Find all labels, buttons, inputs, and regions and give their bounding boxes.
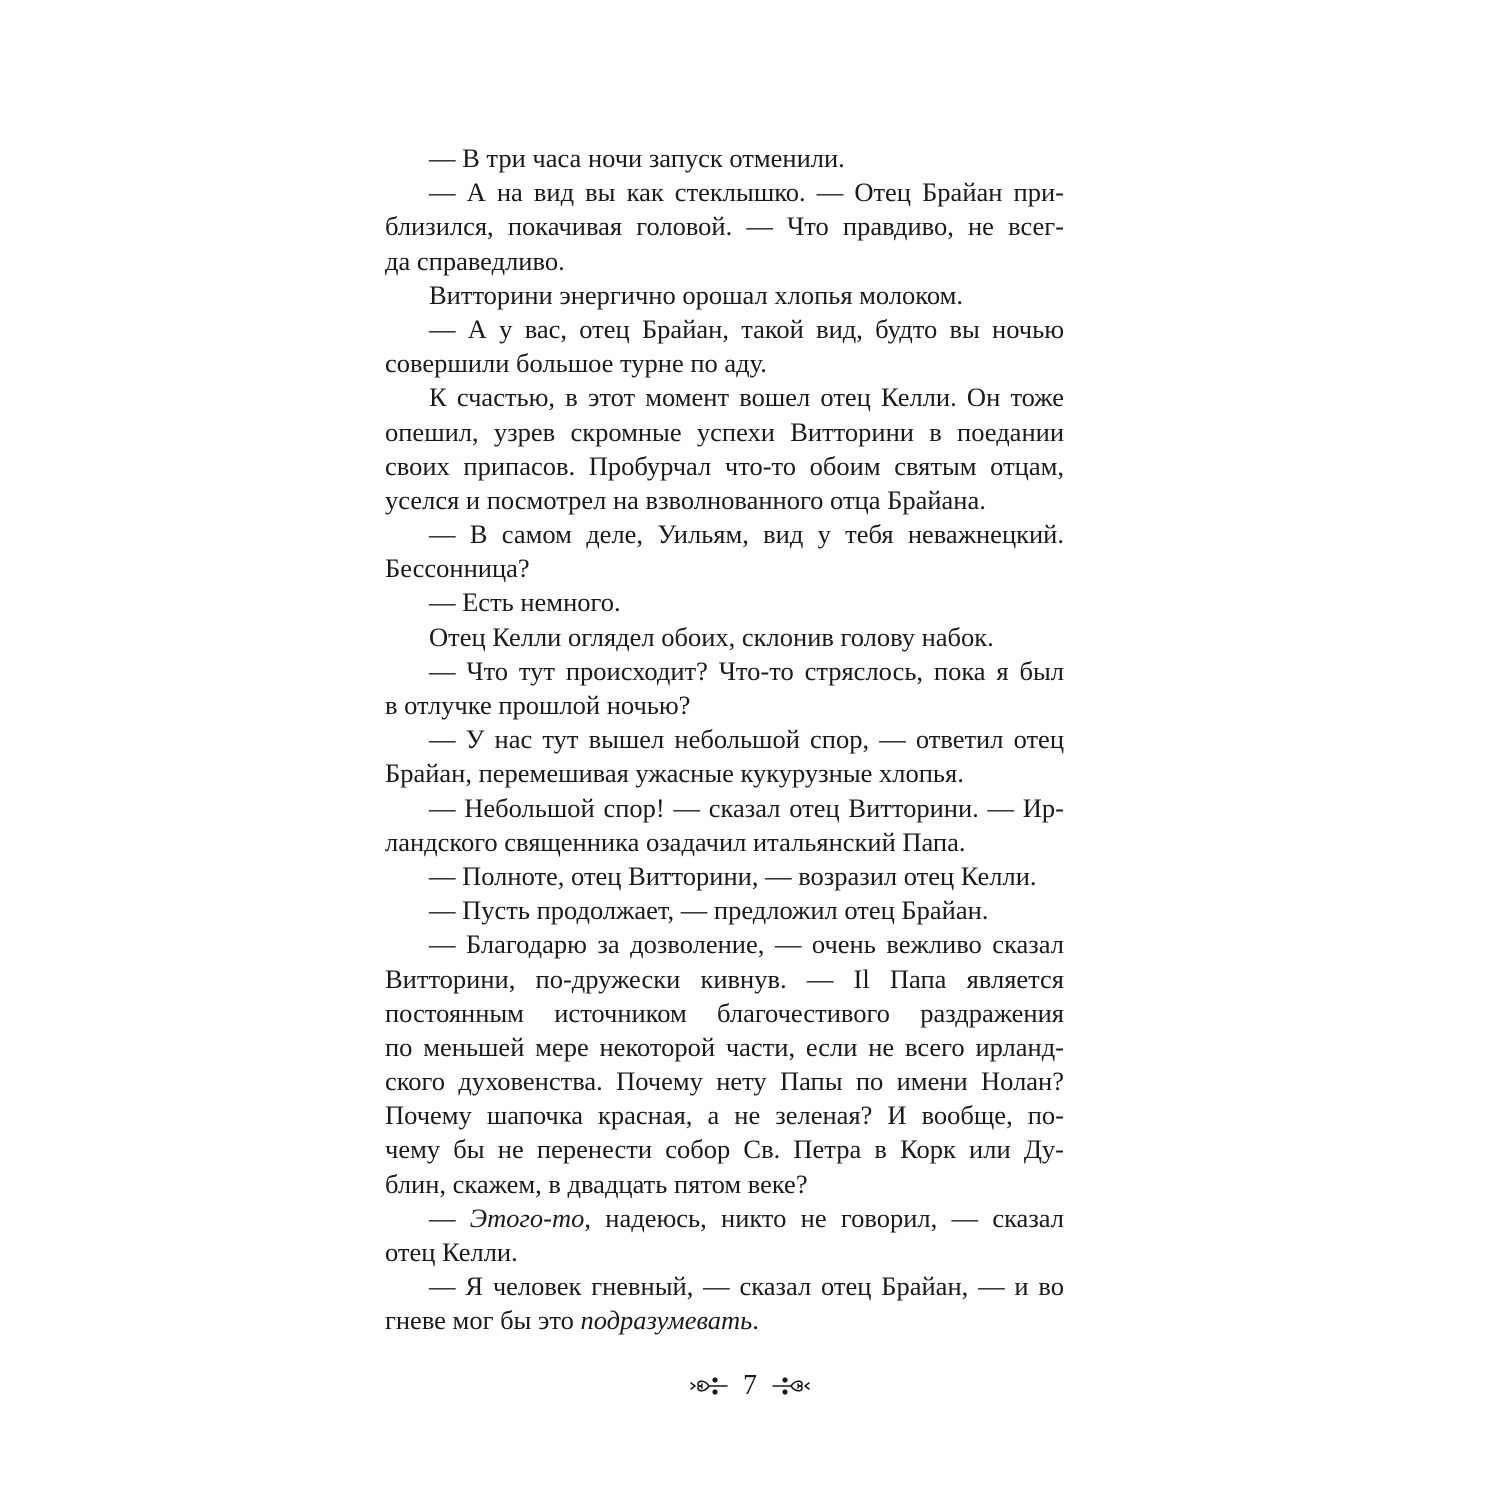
text-line: чему бы не перенести собор Св. Петра в Корк или Ду- bbox=[385, 1134, 1064, 1165]
page-number: 7 bbox=[743, 1370, 757, 1401]
text-line: — Пусть продолжает, — предложил отец Брайан. bbox=[429, 895, 989, 926]
text-line: — Небольшой спор! — сказал отец Витторини. — Ир- bbox=[429, 792, 1064, 823]
text-line: — Я человек гневный, — сказал отец Брайан, — и во bbox=[429, 1271, 1064, 1302]
text-line: — Благодарю за дозволение, — очень вежливо сказал bbox=[429, 929, 1064, 960]
page-footer bbox=[0, 1370, 1500, 1402]
text-line: блин, скажем, в двадцать пятом веке? bbox=[385, 1168, 808, 1199]
text-line: опешил, узрев скромные успехи Витторини в поедании bbox=[385, 416, 1064, 447]
text-line: ландского священника озадачил итальянский Папа. bbox=[385, 826, 966, 857]
left-flourish-icon bbox=[689, 1371, 729, 1401]
text-line: своих припасов. Пробурчал что-то обоим святым отцам, bbox=[385, 450, 1064, 481]
text-line: Брайан, перемешивая ужасные кукурузные хлопья. bbox=[385, 758, 964, 789]
text-segment: . bbox=[752, 1305, 759, 1336]
text-line: — В три часа ночи запуск отменили. bbox=[429, 143, 845, 173]
page-body-text bbox=[385, 141, 1064, 1338]
text-line: совершили большое турне по аду. bbox=[385, 348, 767, 379]
text-line: Витторини энергично орошал хлопья молоком. bbox=[429, 279, 963, 310]
text-line: — Полноте, отец Витторини, — возразил отец Келли. bbox=[429, 860, 1037, 891]
italic-segment: Этого-то bbox=[469, 1202, 585, 1233]
text-line: Отец Келли оглядел обоих, склонив голову набок. bbox=[429, 621, 994, 652]
right-flourish-icon bbox=[771, 1371, 811, 1401]
text-line: близился, покачивая головой. — Что правдиво, не всег- bbox=[385, 211, 1064, 242]
text-line bbox=[385, 1303, 1064, 1337]
text-line: — Есть немного. bbox=[429, 587, 621, 618]
text-line: — В самом деле, Уильям, вид у тебя неважнецкий. bbox=[429, 519, 1064, 550]
text-line: — А у вас, отец Брайан, такой вид, будто вы ночью bbox=[429, 313, 1064, 344]
text-line: по меньшей мере некоторой части, если не всего ирланд- bbox=[385, 1031, 1064, 1062]
text-line: — Что тут происходит? Что-то стряслось, пока я был bbox=[429, 655, 1064, 686]
text-line: да справедливо. bbox=[385, 245, 565, 276]
text-segment: , надеюсь, никто не говорил, — сказал bbox=[584, 1202, 1065, 1233]
text-line: в отлучке прошлой ночью? bbox=[385, 690, 691, 720]
text-line: Почему шапочка красная, а не зеленая? И вообще, по- bbox=[385, 1100, 1064, 1131]
text-line bbox=[385, 1201, 1064, 1235]
text-line: Витторини, по-дружески кивнув. — Il Папа является bbox=[385, 963, 1064, 994]
text-line: — А на вид вы как стеклышко. — Отец Брайан при- bbox=[429, 177, 1064, 208]
italic-segment: подразумевать bbox=[580, 1305, 753, 1336]
text-line: Бессонница? bbox=[385, 553, 530, 584]
text-line: постоянным источником благочестивого раздражения bbox=[385, 997, 1064, 1028]
text-segment: — bbox=[429, 1202, 470, 1233]
text-line: ского духовенства. Почему нету Папы по имени Нолан? bbox=[385, 1066, 1064, 1097]
text-line: — У нас тут вышел небольшой спор, — ответил отец bbox=[429, 724, 1064, 755]
text-line: К счастью, в этот момент вошел отец Келли. Он тоже bbox=[429, 382, 1064, 413]
text-segment: гневе мог бы это bbox=[385, 1305, 581, 1336]
text-line: отец Келли. bbox=[385, 1237, 518, 1267]
text-line: уселся и посмотрел на взволнованного отца Брайана. bbox=[385, 484, 986, 515]
